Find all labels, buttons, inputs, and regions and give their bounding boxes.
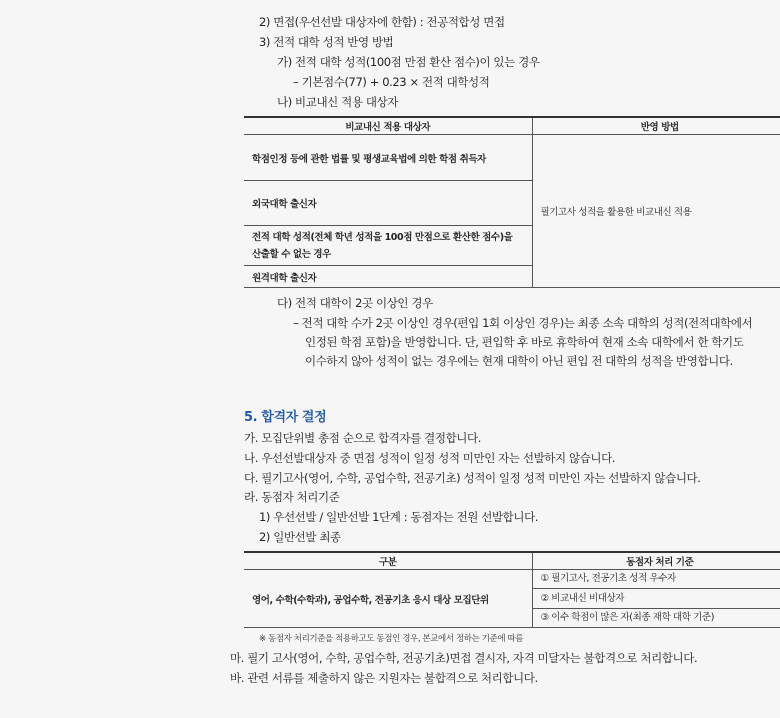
table2-category-cell: 영어, 수학(수학과), 공업수학, 전공기초 응시 대상 모집단위 <box>244 570 532 628</box>
item-interview: 2) 면접(우선선발 대상자에 한함) : 전공적합성 면접 <box>259 15 505 29</box>
da-line-1: – 전적 대학 수가 2곳 이상인 경우(편입 1회 이상인 경우)는 최종 소속 대학의 성적(전적대학에서 <box>293 316 753 330</box>
comparative-grade-table <box>244 116 780 288</box>
da-line-2: 인정된 학점 포함)을 반영합니다. 단, 편입학 후 바로 휴학하여 현재 소속 대학에서 한 학기도 <box>305 335 744 349</box>
table1-header-target: 비교내신 적용 대상자 <box>244 117 532 135</box>
item-5-ma: 마. 필기 고사(영어, 수학, 공업수학, 전공기초)면접 결시자, 자격 미달자는 불합격으로 처리합니다. <box>230 651 698 665</box>
table1-row: 학점인정 등에 관한 법률 및 평생교육법에 의한 학점 취득자 <box>244 135 532 181</box>
da-line-3: 이수하지 않아 성적이 없는 경우에는 현재 대학이 아닌 편입 전 대학의 성적을 반영합니다. <box>305 354 733 368</box>
item-5-ra-1: 1) 우선선발 / 일반선발 1단계 : 동점자는 전원 선발합니다. <box>259 510 539 524</box>
item-da: 다) 전적 대학이 2곳 이상인 경우 <box>277 296 433 310</box>
item-5-da: 다. 필기고사(영어, 수학, 공업수학, 전공기초) 성적이 일정 성적 미만인 자는 선발하지 않습니다. <box>244 471 701 485</box>
footnote: ※ 동점자 처리기준을 적용하고도 동점인 경우, 본교에서 정하는 기준에 따름 <box>259 634 524 644</box>
section-title: 5. 합격자 결정 <box>244 410 327 425</box>
table1-method-cell: 필기고사 성적을 활용한 비교내신 적용 <box>532 135 780 288</box>
tiebreak-table <box>244 551 780 628</box>
formula-line: – 기본점수(77) + 0.23 × 전적 대학성적 <box>293 75 490 89</box>
item-5-na: 나. 우선선발대상자 중 면접 성적이 일정 성적 미만인 자는 선발하지 않습니다. <box>244 451 616 465</box>
table2-header-category: 구분 <box>244 552 532 570</box>
item-5-ga: 가. 모집단위별 총점 순으로 합격자를 결정합니다. <box>244 431 481 445</box>
item-ga: 가) 전적 대학 성적(100점 만점 환산 점수)이 있는 경우 <box>277 55 540 69</box>
table1-header-method: 반영 방법 <box>532 117 780 135</box>
criteria-item: ② 비교내신 비대상자 <box>533 589 780 609</box>
table2-criteria-cell <box>532 570 780 628</box>
item-grade-method: 3) 전적 대학 성적 반영 방법 <box>259 35 394 49</box>
table1-row: 외국대학 출신자 <box>244 181 532 226</box>
table1-row <box>244 226 532 266</box>
criteria-item: ③ 이수 학점이 많은 자(최종 재학 대학 기준) <box>540 612 715 623</box>
item-5-ra: 라. 동점자 처리기준 <box>244 490 340 504</box>
item-na: 나) 비교내신 적용 대상자 <box>277 95 398 109</box>
table1-row-line: 산출할 수 없는 경우 <box>252 248 331 260</box>
table1-row-line: 전적 대학 성적(전체 학년 성적을 100점 만점으로 환산한 점수)을 <box>252 231 513 243</box>
item-5-ra-2: 2) 일반선발 최종 <box>259 530 341 544</box>
table1-row: 원격대학 출신자 <box>244 266 532 288</box>
criteria-item: ① 필기고사, 전공기초 성적 우수자 <box>533 570 780 589</box>
table2-header-criteria: 동점자 처리 기준 <box>532 552 780 570</box>
item-5-ba: 바. 관련 서류를 제출하지 않은 지원자는 불합격으로 처리합니다. <box>230 671 538 685</box>
